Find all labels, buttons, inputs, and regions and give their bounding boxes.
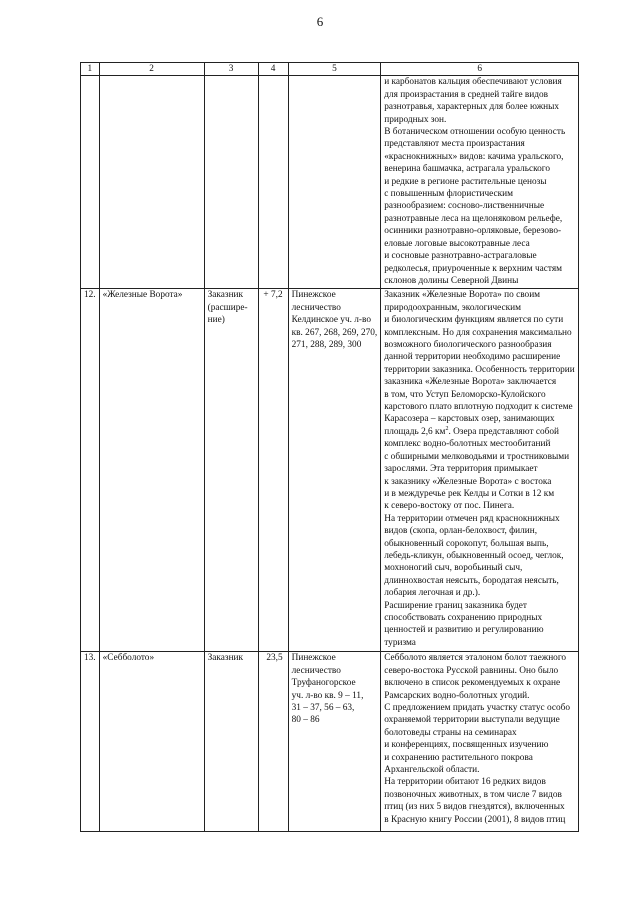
text-line: Архангельской области.	[384, 765, 480, 776]
text-line: болотоведы страны на семинарах	[384, 727, 517, 738]
text-line: Себболото является эталоном болот таежного	[384, 653, 567, 664]
description-part-a	[384, 289, 575, 425]
text-line: зарослями. Эта территория примыкает	[384, 464, 538, 475]
column-number-2: 2	[99, 63, 204, 76]
column-number-5: 5	[288, 63, 381, 76]
text-line: длиннохвостая неясыть, бородатая неясыть,	[384, 575, 559, 586]
reserves-table	[80, 62, 579, 832]
text-line: разнотравья, характерных для более южных	[384, 102, 559, 113]
cell-number	[81, 76, 100, 289]
text-line: 80 – 86	[291, 715, 320, 726]
area-text: площадь 2,6 км	[384, 426, 446, 437]
reserve-type	[204, 652, 258, 832]
text-line: заказника «Железные Ворота» заключается	[384, 377, 557, 388]
description-part-b	[384, 438, 575, 649]
column-number-3: 3	[204, 63, 258, 76]
text-line: и сохранению растительного покрова	[384, 752, 533, 763]
text-line: и конференциях, посвященных изучению	[384, 740, 549, 751]
text-line: к северо-востоку от пос. Пинега.	[384, 501, 515, 512]
row-number: 13.	[81, 652, 100, 832]
cell-name	[99, 76, 204, 289]
text-line: возможного биологического разнообразия	[384, 340, 552, 351]
text-line: охраняемой территории выступали ведущие	[384, 715, 560, 726]
text-line: для произрастания в средней тайге видов	[384, 89, 549, 100]
text-line: включено в список рекомендуемых к охране	[384, 678, 561, 689]
text-line: 271, 288, 289, 300	[291, 340, 362, 351]
text-line: осинники разнотравно-орляковые, березово-	[384, 226, 562, 237]
column-number-6: 6	[381, 63, 579, 76]
text-line: комплекс водно-болотных местообитаний	[384, 439, 551, 450]
text-line: Труфаногорское	[291, 678, 356, 689]
text-line: венерина башмачка, астрагала уральского	[384, 164, 551, 175]
text-line: с обширными мелководьями и тростниковыми	[384, 451, 570, 462]
text-line: с повышенным флористическим	[384, 189, 514, 200]
cell-type	[204, 76, 258, 289]
text-line: На территории обитают 16 редких видов	[384, 777, 546, 788]
text-line: комплексным. Но для сохранения максимально	[384, 327, 572, 338]
text-line: представляют места произрастания	[384, 139, 525, 150]
text-line: еловые логовые высокотравные леса	[384, 238, 530, 249]
text-line: редколесья, приуроченные к верхним частям	[384, 263, 563, 274]
text-line: природоохранным, экологическим	[384, 302, 521, 313]
text-line: Рамсарских водно-болотных угодий.	[384, 690, 530, 701]
reserve-description	[381, 289, 579, 652]
table-row-13	[81, 652, 579, 832]
text-line: данной территории необходимо расширение	[384, 352, 561, 363]
reserve-location	[288, 289, 381, 652]
text-line: туризма	[384, 637, 416, 648]
text-line: уч. л-во кв. 9 – 11,	[291, 690, 364, 701]
text-line: ние)	[207, 315, 225, 326]
cell-area	[258, 76, 288, 289]
text-line: кв. 267, 268, 269, 270,	[291, 327, 378, 338]
text-line: лобария легочная и др.).	[384, 588, 481, 599]
row-number: 12.	[81, 289, 100, 652]
text-line: склонов долины Северной Двины	[384, 275, 519, 286]
text-line: С предложением придать участку статус особо	[384, 703, 570, 714]
text-line: видов (скопа, орлан-белохвост, филин,	[384, 526, 538, 537]
text-line: Карасозера – карстовых озер, занимающих	[384, 414, 555, 425]
text-line: в том, что Уступ Беломорско-Кулойского	[384, 389, 546, 400]
text-line: птиц (из них 5 видов гнездятся), включенных	[384, 802, 565, 813]
text-line: карстового плато вплотную подходит к системе	[384, 402, 573, 413]
column-number-4: 4	[258, 63, 288, 76]
text-line: 31 – 37, 56 – 63,	[291, 703, 355, 714]
reserve-name: «Железные Ворота»	[99, 289, 204, 652]
text-line: Пинежское	[291, 290, 336, 301]
text-line: разнообразием: сосново-лиственничные	[384, 201, 545, 212]
text-line: Пинежское	[291, 653, 336, 664]
text-line: северо-востока Русской равнины. Оно было	[384, 665, 559, 676]
text-line: в Красную книгу России (2001), 8 видов птиц	[384, 814, 566, 825]
text-line: обыкновенный сорокопут, большая выпь,	[384, 538, 549, 549]
cell-location	[288, 76, 381, 289]
text-line: Заказник	[207, 653, 244, 664]
text-line: (расшире-	[207, 302, 248, 313]
table-row-12	[81, 289, 579, 652]
text-line: территории заказника. Особенность территории	[384, 364, 575, 375]
reserve-type	[204, 289, 258, 652]
text-line: мохноногий сыч, воробьиный сыч,	[384, 563, 523, 574]
text-line: Заказник «Железные Ворота» по своим	[384, 290, 541, 301]
text-line: В ботаническом отношении особую ценность	[384, 127, 566, 138]
text-line: и карбонатов кальция обеспечивают условия	[384, 77, 562, 88]
text-line: к заказнику «Железные Ворота» с востока	[384, 476, 552, 487]
table-header-row	[81, 63, 579, 76]
text-line: лебедь-кликун, обыкновенный осоед, чеглок,	[384, 550, 564, 561]
text-line: позвоночных животных, в том числе 7 видов	[384, 789, 562, 800]
text-line: и биологическим функциям является по сути	[384, 315, 564, 326]
text-line: На территории отмечен ряд краснокнижных	[384, 513, 560, 524]
reserve-area: 23,5	[258, 652, 288, 832]
text-line: разнотравные леса на щелоняковом рельефе,	[384, 213, 563, 224]
text-line: Келдинское уч. л-во	[291, 315, 371, 326]
reserve-description	[381, 652, 579, 832]
reserve-name: «Себболото»	[99, 652, 204, 832]
text-line: ценностей и развитию и регулированию	[384, 625, 544, 636]
area-tail: . Озера представляют собой	[448, 426, 560, 437]
text-line: лесничество	[291, 665, 341, 676]
text-line: Расширение границ заказника будет	[384, 600, 527, 611]
table-row-continuation	[81, 76, 579, 289]
area-superscript: 2	[445, 425, 449, 432]
text-line: способствовать сохранению природных	[384, 612, 543, 623]
text-line: «краснокнижных» видов: качима уральского,	[384, 151, 564, 162]
column-number-1: 1	[81, 63, 100, 76]
cell-description	[381, 76, 579, 289]
text-line: и сосновые разнотравно-астрагаловые	[384, 251, 537, 262]
text-line: и редкие в регионе растительные ценозы	[384, 176, 547, 187]
text-line: природных зон.	[384, 114, 447, 125]
text-line: лесничество	[291, 302, 341, 313]
reserve-area: + 7,2	[258, 289, 288, 652]
text-line: и в междуречье рек Келды и Сотки в 12 км	[384, 488, 555, 499]
text-line: Заказник	[207, 290, 244, 301]
description-area-line	[384, 426, 575, 438]
reserve-location	[288, 652, 381, 832]
page-number: 6	[316, 14, 324, 29]
